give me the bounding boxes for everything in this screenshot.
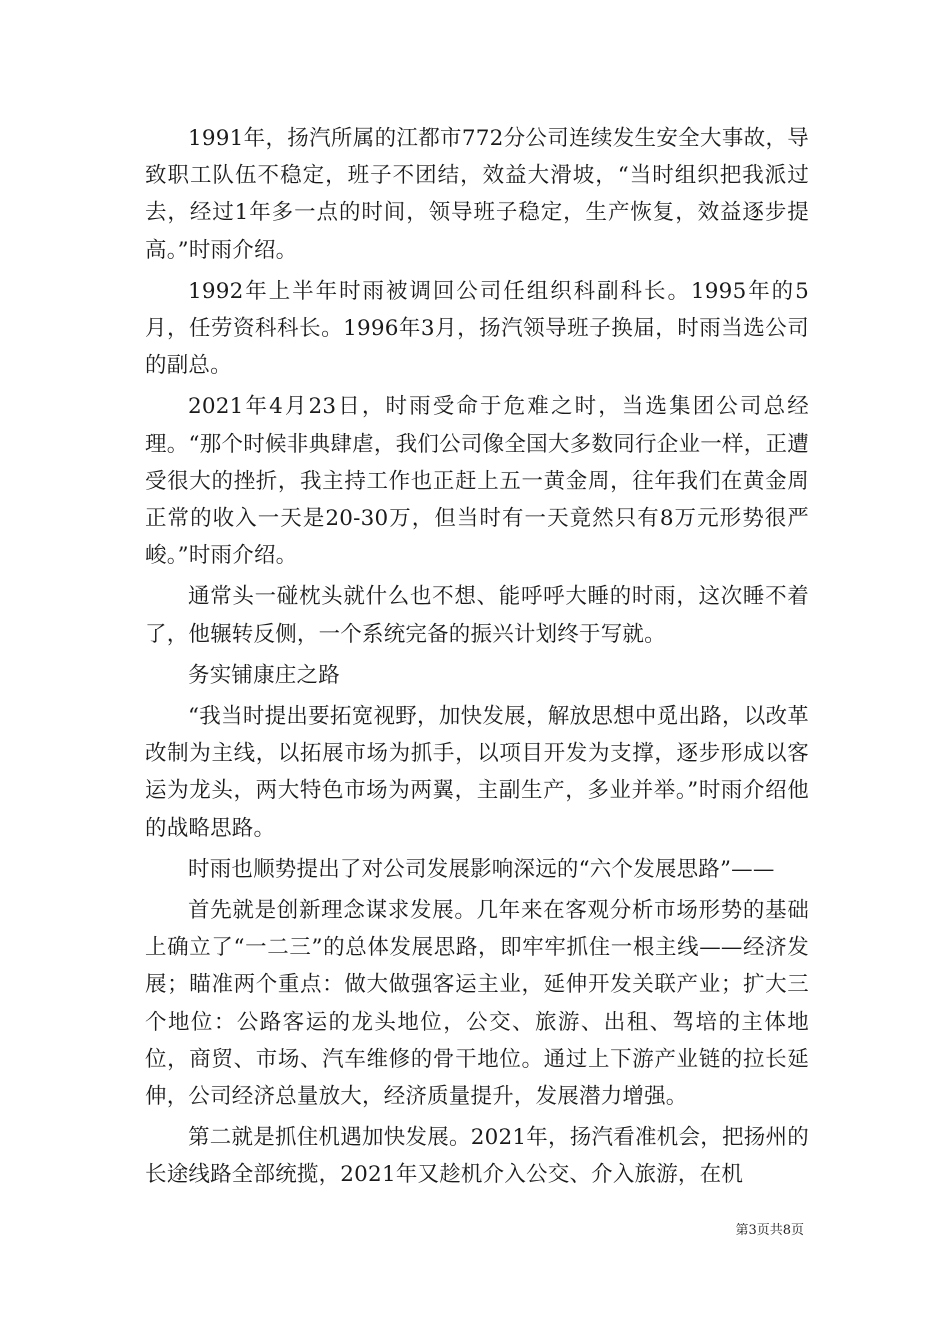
article-body	[145, 120, 809, 1198]
paragraph-1991-accident: 1991年，扬汽所属的江都市772分公司连续发生安全大事故，导致职工队伍不稳定，班子不团结，效益大滑坡，“当时组织把我派过去，经过1年多一点的时间，领导班子稳定，生产恢复，效益逐步提高。”时雨介绍。	[145, 126, 809, 263]
paragraph-revival-plan: 通常头一碰枕头就什么也不想、能呼呼大睡的时雨，这次睡不着了，他辗转反侧，一个系统完备的振兴计划终于写就。	[145, 584, 809, 647]
paragraph-second-idea: 第二就是抓住机遇加快发展。2021年，扬汽看准机会，把扬州的长途线路全部统揽，2021年又趁机介入公交、介入旅游，在机	[145, 1125, 809, 1188]
page-number: 第3页共8页	[735, 1223, 804, 1238]
paragraph-six-ideas: 时雨也顺势提出了对公司发展影响深远的“六个发展思路”——	[188, 856, 775, 882]
paragraph-1992-promotion: 1992年上半年时雨被调回公司任组织科副科长。1995年的5月，任劳资科科长。1996年3月，扬汽领导班子换届，时雨当选公司的副总。	[145, 278, 809, 379]
paragraph-strategy-quote: “我当时提出要拓宽视野，加快发展，解放思想中觅出路，以改革改制为主线，以拓展市场为抓手，以项目开发为支撑，逐步形成以客运为龙头，两大特色市场为两翼，主副生产，多业并举。”时雨介绍他的战略思路。	[145, 704, 809, 841]
paragraph-first-idea: 首先就是创新理念谋求发展。几年来在客观分析市场形势的基础上确立了“一二三”的总体发展思路，即牢牢抓住一根主线——经济发展；瞄准两个重点：做大做强客运主业，延伸开发关联产业；扩大三个地位：公路客运的龙头地位，公交、旅游、出租、驾培的主体地位，商贸、市场、汽车维修的骨干地位。通过上下游产业链的拉长延伸，公司经济总量放大，经济质量提升，发展潜力增强。	[145, 898, 809, 1110]
section-heading: 务实铺康庄之路	[188, 662, 340, 688]
paragraph-2021-general-manager: 2021年4月23日，时雨受命于危难之时，当选集团公司总经理。“那个时候非典肆虐，我们公司像全国大多数同行企业一样，正遭受很大的挫折，我主持工作也正赶上五一黄金周，往年我们在黄金周正常的收入一天是20-30万，但当时有一天竟然只有8万元形势很严峻。”时雨介绍。	[145, 394, 809, 569]
